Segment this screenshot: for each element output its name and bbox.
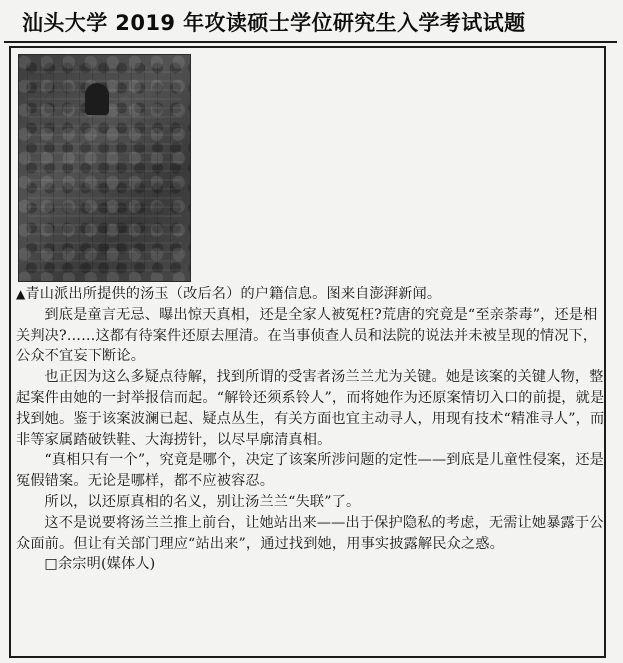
article-body	[16, 284, 606, 575]
triangle-icon: ▲	[16, 287, 26, 301]
portrait-silhouette	[85, 83, 109, 115]
paragraph-5: 这不是说要将汤兰兰推上前台，让她站出来——出于保护隐私的考虑，无需让她暴露于公众面前。但让有关部门理应“站出来”，通过找到她，用事实披露解民众之惑。	[16, 514, 604, 552]
author-signature: □余宗明(媒体人)	[44, 556, 156, 573]
figure-caption	[16, 284, 606, 305]
paragraph-1: 到底是童言无忌、曝出惊天真相，还是全家人被冤枉?荒唐的究竟是“至亲荼毒”，还是相关判决?……这都有待案件还原去厘清。在当事侦查人员和法院的说法并未被呈现的情况下，公众不宜妄下断论。	[16, 306, 598, 365]
figure-caption-text: 青山派出所提供的汤玉（改后名）的户籍信息。图来自澎湃新闻。	[25, 286, 442, 302]
household-registration-photo	[18, 54, 191, 282]
paragraph-3: “真相只有一个”，究竟是哪个，决定了该案所涉问题的定性——到底是儿童性侵案，还是冤假错案。无论是哪样，都不应被容忍。	[16, 452, 605, 490]
paragraph-4: 所以，以还原真相的名义，别让汤兰兰“失联”了。	[44, 493, 361, 510]
page-title: 汕头大学 2019 年攻读硕士学位研究生入学考试试题	[22, 11, 526, 35]
paragraph-2: 也正因为这么多疑点待解，找到所谓的受害者汤兰兰尤为关键。她是该案的关键人物，整起案件由她的一封举报信而起。“解铃还须系铃人”，而将她作为还原案情切入口的前提，就是找到她。鉴于该案波澜已起、疑点丛生，有关方面也宜主动寻人，用现有技术“精准寻人”，而非等家属踏破铁鞋、大海捞针，以尽早廓清真相。	[16, 369, 605, 448]
title-divider	[4, 41, 617, 43]
